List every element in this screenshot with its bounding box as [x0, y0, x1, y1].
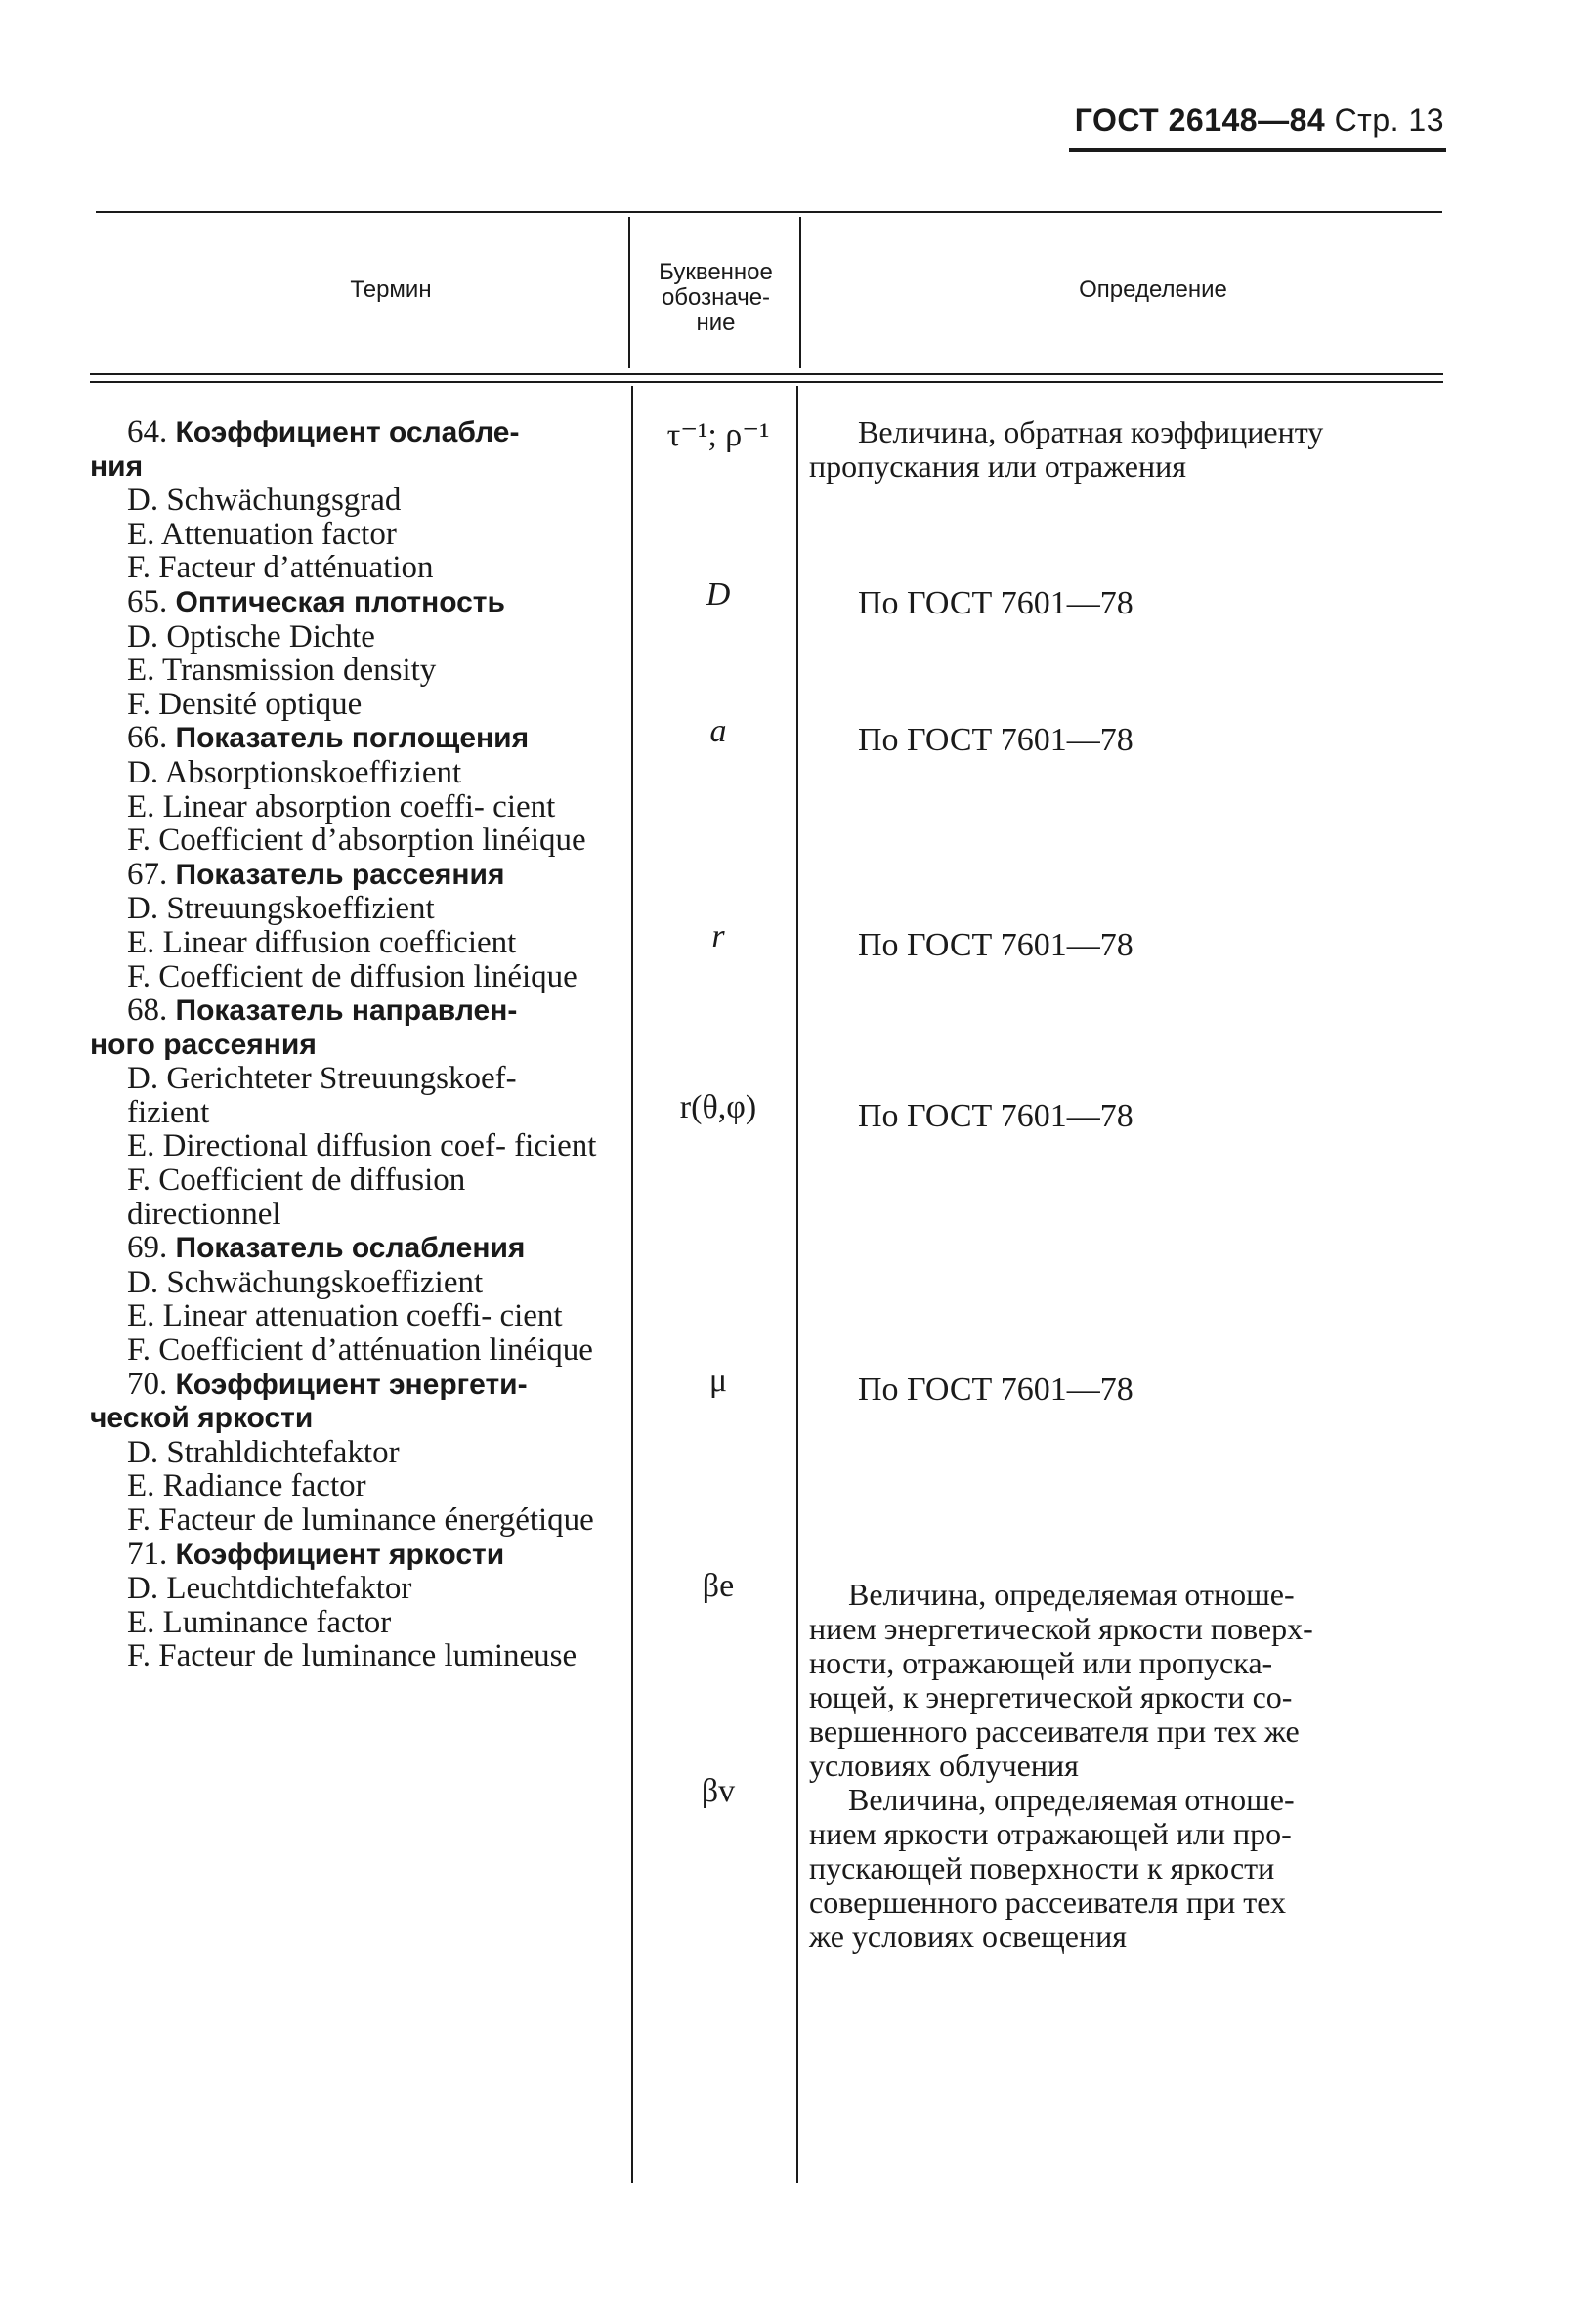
column-divider-1-body [631, 386, 633, 2183]
term-en-65: E. Transmission density [127, 654, 437, 688]
term-en-67: E. Linear diffusion coefficient [127, 925, 517, 960]
term-ru-64: 64. Коэффициент ослабле- [127, 415, 520, 449]
header-bottom-rule-2 [90, 381, 1443, 383]
symbol-71: βv [701, 1773, 736, 1809]
term-fr-65: F. Densité optique [127, 687, 363, 722]
header-symbol: Буквенное обозначе- ние [659, 259, 773, 336]
symbol-65: D [706, 576, 731, 613]
term-en-68: E. Directional diffusion coef- ficient [127, 1129, 597, 1164]
definition-68: По ГОСТ 7601—78 [858, 1098, 1134, 1134]
column-divider-1 [628, 217, 630, 368]
term-fr-70: F. Facteur de luminance énergétique [127, 1503, 594, 1538]
term-en-70: E. Radiance factor [127, 1469, 366, 1503]
header-rule [1069, 148, 1446, 152]
term-en-66: E. Linear absorption coeffi- cient [127, 789, 556, 824]
symbol-67: r [711, 918, 725, 954]
header-bottom-rule [90, 373, 1443, 375]
term-de-65: D. Optische Dichte [127, 619, 375, 655]
definition-70: Величина, определяемая отноше- нием энергетической яркости поверх- ности, отражающей или пропуска- ющей, к энергетической яркости со- вершенного рассеивателя при тех же условиях облучения [809, 1577, 1313, 1783]
term-ru-67: 67. Показатель рассеяния [127, 857, 505, 892]
term-en-71: E. Luminance factor [127, 1605, 392, 1640]
term-de-67: D. Streuungskoeffizient [127, 892, 435, 926]
symbol-68: r(θ,φ) [679, 1089, 757, 1125]
term-ru-71: 71. Коэффициент яркости [127, 1537, 505, 1572]
symbol-69: μ [708, 1363, 728, 1399]
standard-number: ГОСТ 26148—84 [1074, 103, 1326, 138]
column-divider-2 [799, 217, 801, 368]
term-fr-69: F. Coefficient d’atténuation linéique [127, 1333, 593, 1368]
definition-71: Величина, определяемая отноше- нием яркости отражающей или про- пускающей поверхности к яркости совершенного рассеивателя при тех же условиях освещения [809, 1782, 1295, 1954]
term-ru-68: 68. Показатель направлен- [127, 993, 518, 1029]
definition-66: По ГОСТ 7601—78 [858, 722, 1134, 758]
term-de-71: D. Leuchtdichtefaktor [127, 1572, 412, 1606]
term-de-69: D. Schwächungskoeffizient [127, 1265, 484, 1300]
term-fr-67: F. Coefficient de diffusion linéique [127, 959, 578, 994]
term-de-64: D. Schwächungsgrad [127, 484, 402, 518]
term-ru-66: 66. Показатель поглощения [127, 721, 530, 756]
definition-69: По ГОСТ 7601—78 [858, 1372, 1134, 1408]
term-fr-64: F. Facteur d’atténuation [127, 551, 434, 585]
symbol-70: βe [702, 1568, 735, 1604]
term-ru-70: 70. Коэффициент энергети- [127, 1367, 528, 1402]
definition-65: По ГОСТ 7601—78 [858, 585, 1134, 621]
term-ru-65: 65. Оптическая плотность [127, 584, 505, 619]
header-term: Термин [350, 276, 432, 303]
term-fr-71: F. Facteur de luminance lumineuse [127, 1639, 578, 1673]
definition-64: Величина, обратная коэффициенту пропускания или отражения [809, 414, 1324, 484]
symbol-64: τ⁻¹; ρ⁻¹ [666, 417, 770, 453]
term-fr-66: F. Coefficient d’absorption linéique [127, 824, 586, 858]
term-de-66: D. Absorptionskoeffizient [127, 755, 462, 790]
term-ru-69: 69. Показатель ослабления [127, 1231, 526, 1266]
term-fr-68: F. Coefficient de diffusion directionnel [127, 1163, 466, 1232]
page-number: Стр. 13 [1334, 103, 1444, 138]
term-de-68: D. Gerichteter Streuungskoef- fizient [127, 1062, 517, 1130]
terms-column: 64. Коэффициент ослабле- ния D. Schwächungsgrad E. Attenuation factor F. Facteur d’atténuation 65. Оптическая плотность D. Optische Dichte E. Transmission density F. Densité optique 66. Показатель поглощения D. Absorptionskoeffizient E. Linear absorption coeffi- cient F. Coefficient d’absorption linéique 67. Показатель рассеяния D. Streuungskoeffizient E. Linear diffusion coefficient F. Coefficient de diffusion linéique 68. Показатель направлен- ного рассеяния D. Gerichteter Streuungskoef- fizient E. Directional diffusion coef- ficient F. Coefficient de diffusion directionnel 69. Показатель ослабления D. Schwächungskoeffizient E. Linear attenuation coeffi- cient F. Coefficient d’atténuation linéique 70. Коэффициент энергети- ческой яркости D. Strahldichtefaktor E. Radiance factor F. Facteur de luminance énergétique 71. Коэффициент яркости D. Leuchtdichtefaktor E. Luminance factor F. Facteur de luminance lumineuse [90, 415, 608, 1673]
table-top-rule [96, 211, 1442, 213]
term-de-70: D. Strahldichtefaktor [127, 1435, 400, 1470]
column-divider-2-body [796, 386, 798, 2183]
symbol-66: a [709, 713, 727, 749]
page-header [1075, 103, 1444, 139]
term-en-69: E. Linear attenuation coeffi- cient [127, 1299, 563, 1334]
definition-67: По ГОСТ 7601—78 [858, 927, 1134, 963]
header-definition: Определение [1079, 276, 1227, 303]
term-en-64: E. Attenuation factor [127, 517, 397, 552]
